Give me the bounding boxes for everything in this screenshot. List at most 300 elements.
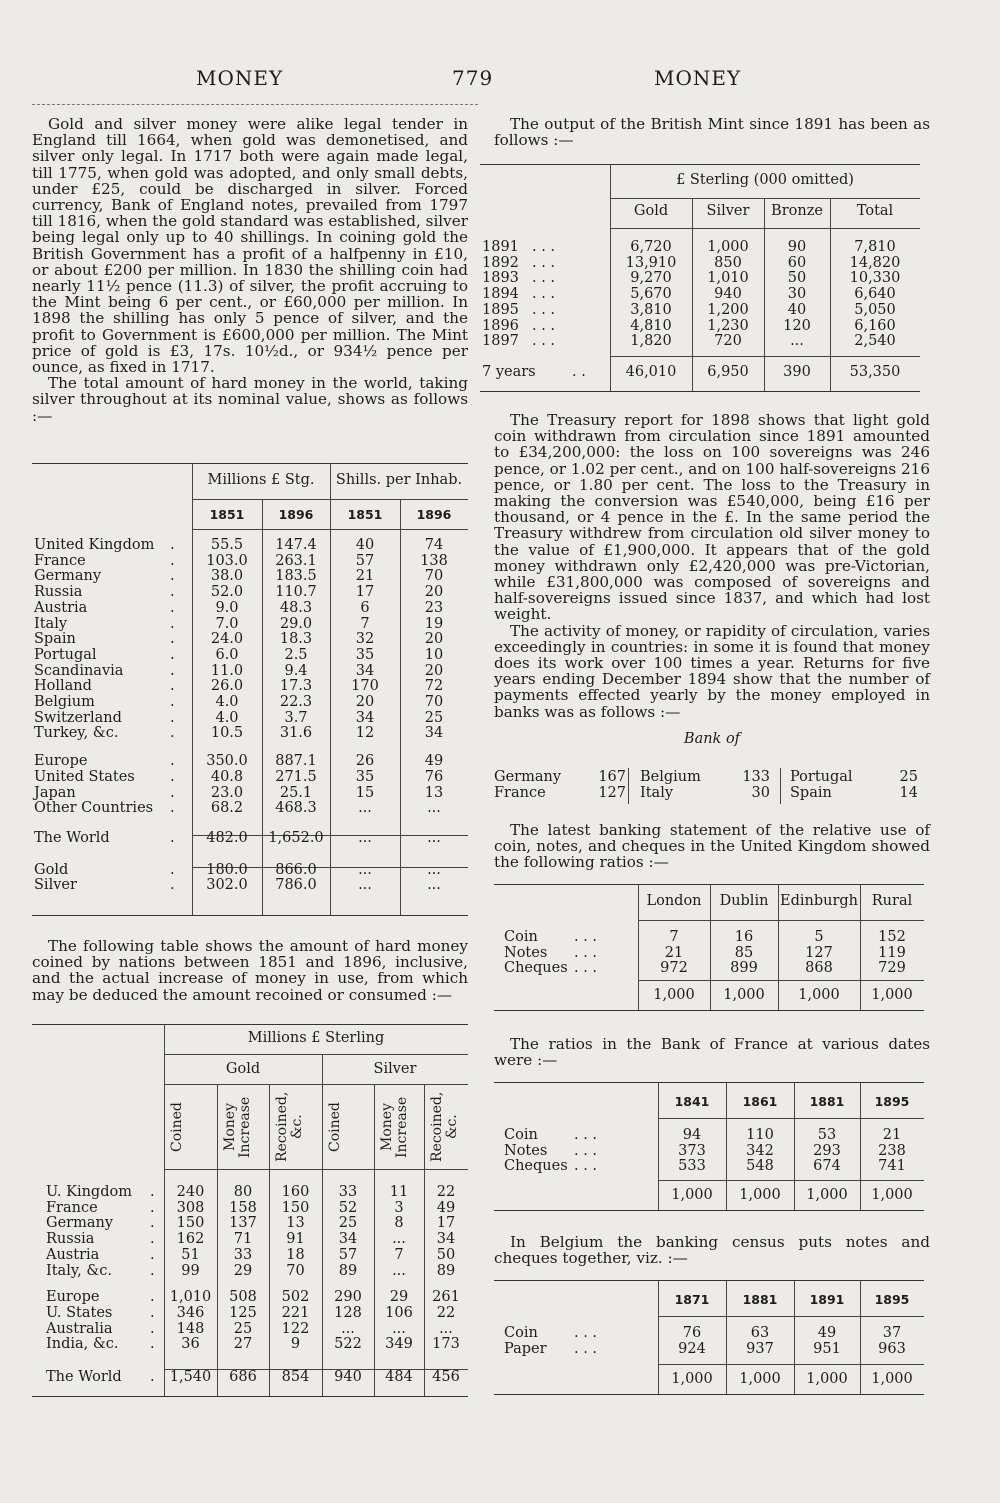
leader-dots: . . . [574, 929, 598, 945]
table-cell: 22 [436, 1184, 456, 1200]
total-cell: 1,000 [671, 1371, 713, 1387]
table-cell: ... [392, 1231, 406, 1248]
table-cell: 4.0 [215, 694, 239, 710]
leader-dots: . [150, 1184, 155, 1200]
total-cell: 53,350 [849, 364, 901, 380]
table-cell: 173 [432, 1336, 460, 1353]
treasury-section [494, 412, 930, 748]
table-cell: 7,810 [854, 239, 896, 255]
leader-dots: . [170, 646, 175, 663]
column-header: Dublin [719, 893, 769, 909]
table-cell: 7 [669, 929, 679, 945]
leader-dots: . [170, 800, 175, 817]
leader-dots: . . . [532, 286, 556, 303]
table-cell: ... [427, 877, 441, 894]
table-cell: 20 [424, 584, 444, 601]
table-cell: 20 [424, 631, 444, 648]
table-cell: 74 [424, 537, 444, 553]
bank-of-title: Bank of [683, 730, 741, 747]
table-cell: 6,160 [854, 317, 896, 334]
table-cell: 1,200 [707, 301, 749, 318]
table-cell: 13,910 [625, 254, 677, 271]
table-cell: 49 [424, 753, 444, 770]
leader-dots: . . . [532, 301, 556, 318]
table-cell: 940 [714, 286, 742, 303]
row-label: U. States [46, 1304, 113, 1321]
table-cell: ... [392, 1320, 406, 1337]
leader-dots: . [150, 1369, 155, 1385]
table-cell: 160 [281, 1184, 310, 1200]
table-cell: 4,810 [630, 317, 672, 334]
table-cell: 10,330 [849, 270, 901, 287]
table-cell: 940 [334, 1369, 362, 1385]
row-label: Europe [34, 753, 88, 770]
leader-dots: . [170, 753, 175, 770]
gold-header: Gold [225, 1061, 261, 1077]
table-cell: 52.0 [210, 584, 244, 601]
leader-dots: . [170, 877, 175, 894]
row-label: 1892 [482, 254, 519, 271]
table-cell: 238 [878, 1142, 906, 1159]
table-cell: 22 [436, 1304, 456, 1321]
table-cell: 9,270 [630, 270, 672, 287]
table-cell: 5,670 [630, 286, 672, 303]
table-cell: 533 [678, 1158, 706, 1175]
row-label: Portugal [34, 646, 97, 663]
table-cell: 786.0 [275, 877, 317, 894]
row-label: India, &c. [46, 1336, 119, 1353]
circulation-paragraph: The activity of money, or rapidity of circulation, varies exceedingly in countries: in some it is found that money does its work over 100 times a year. Returns for five years ending December 1894 show that the number of payments effected yearly by the money employed in banks was as follows :— [494, 621, 930, 721]
bank-of-france-section [494, 1036, 930, 1068]
leader-dots: . . . [574, 960, 598, 977]
bank-of-france-ratios-table [494, 1082, 924, 1214]
leader-dots: . . . [574, 1158, 598, 1175]
row-label: Turkey, &c. [34, 725, 119, 742]
table-cell: 468.3 [275, 800, 317, 817]
table-cell: 21 [882, 1127, 902, 1143]
table-cell: 899 [730, 960, 758, 977]
silver-header: Silver [373, 1061, 417, 1077]
total-cell: 1,000 [671, 1187, 713, 1203]
row-label: Paper [504, 1340, 547, 1357]
bank-value: 167 [598, 769, 626, 785]
table-cell: 40 [355, 537, 375, 553]
table-cell: 150 [281, 1199, 310, 1216]
table-cell: 22.3 [279, 694, 313, 710]
leader-dots: . . . [574, 1340, 598, 1357]
leader-dots: . . . [532, 317, 556, 334]
bank-value: 127 [598, 785, 626, 801]
leader-dots: . [170, 784, 175, 801]
row-label: The World [46, 1369, 122, 1385]
leader-dots: . . . [532, 254, 556, 271]
bank-value: 14 [899, 785, 918, 801]
bank-value: 133 [742, 769, 770, 785]
column-header: 1895 [874, 1094, 910, 1109]
table-cell: 49 [817, 1325, 837, 1341]
leader-dots: . [170, 615, 175, 632]
row-label: Belgium [34, 694, 95, 710]
table-cell: 502 [281, 1289, 310, 1306]
table-cell: 4.0 [215, 709, 239, 726]
table-cell: 14,820 [849, 254, 901, 271]
coinage-intro [32, 938, 468, 1003]
header-rule [32, 104, 478, 105]
column-header: Coined [169, 1102, 185, 1152]
row-label: France [46, 1199, 98, 1216]
table-cell: 32 [355, 631, 375, 648]
table-cell: ... [427, 861, 441, 878]
table-cell: 71 [233, 1231, 253, 1248]
table-cell: 29 [233, 1262, 253, 1279]
row-label: Austria [34, 599, 88, 616]
table-cell: 1,010 [169, 1289, 212, 1306]
leader-dots: . [170, 552, 175, 569]
table-cell: 854 [281, 1369, 310, 1385]
table-cell: 72 [424, 678, 444, 695]
total-cell: 1,000 [871, 1371, 913, 1387]
table-cell: 36 [181, 1336, 200, 1353]
table-cell: ... [392, 1262, 406, 1279]
table-cell: 240 [176, 1184, 205, 1200]
table-cell: 261 [432, 1289, 460, 1306]
table-cell: 17 [355, 584, 375, 601]
table-cell: 20 [355, 694, 375, 710]
table-cell: 89 [338, 1262, 358, 1279]
table-cell: 25 [424, 709, 444, 726]
table-cell: 68.2 [210, 800, 244, 817]
leader-dots: . [150, 1320, 155, 1337]
row-label: 7 years [482, 364, 536, 380]
table-cell: 99 [181, 1262, 200, 1279]
row-label: Gold [34, 861, 69, 878]
table-cell: 484 [385, 1369, 413, 1385]
row-label: Notes [504, 1142, 548, 1159]
table-cell: 34 [424, 725, 444, 742]
right-column [494, 116, 930, 148]
table-cell: 456 [432, 1369, 460, 1385]
table-cell: 887.1 [275, 753, 317, 770]
row-label: Cheques [504, 1158, 568, 1175]
row-label: Germany [46, 1215, 114, 1232]
table-cell: 76 [682, 1325, 702, 1341]
table-cell: ... [358, 800, 372, 817]
table-cell: 1,820 [630, 333, 672, 350]
table-cell: 3 [394, 1199, 404, 1216]
belgium-paragraph: In Belgium the banking census puts notes and cheques together, viz. :— [494, 1233, 930, 1268]
column-header: 1881 [742, 1292, 778, 1307]
row-label: Other Countries [34, 800, 154, 817]
table-cell: 23.0 [210, 784, 244, 801]
table-cell: 9.4 [284, 662, 308, 679]
row-label: United States [34, 768, 135, 785]
leader-dots: . [170, 694, 175, 710]
column-header: 1861 [742, 1094, 778, 1109]
table-cell: 49 [436, 1199, 456, 1216]
table-cell: 11 [389, 1184, 409, 1200]
column-header: London [646, 893, 702, 909]
column-header: 1871 [674, 1292, 710, 1307]
bank-country: France [494, 785, 546, 801]
row-label: Notes [504, 944, 548, 961]
table-cell: 70 [424, 694, 444, 710]
leader-dots: . . . [574, 1325, 598, 1341]
table-cell: 7 [360, 615, 370, 632]
year-header: 1851 [209, 507, 245, 522]
leader-dots: . . . [574, 1127, 598, 1143]
table-cell: 53 [817, 1127, 837, 1143]
belgium-banking-table [494, 1280, 924, 1400]
table-cell: 85 [734, 944, 754, 961]
leader-dots: . [150, 1199, 155, 1216]
table-cell: 522 [334, 1336, 362, 1353]
row-label: Japan [34, 784, 76, 801]
running-head-left: MONEY [196, 66, 284, 90]
column-header: Silver [706, 203, 750, 219]
table-cell: 106 [385, 1304, 413, 1321]
row-label: Germany [34, 568, 102, 585]
row-label: Coin [504, 1127, 538, 1143]
table-cell: ... [341, 1320, 355, 1337]
british-mint-output-table [480, 164, 920, 394]
leader-dots: . [170, 678, 175, 695]
coinage-by-nations-table [32, 1024, 468, 1404]
table-cell: 5 [814, 929, 824, 945]
table-cell: 10.5 [210, 725, 244, 742]
table-cell: 548 [746, 1158, 774, 1175]
column-header: 1881 [809, 1094, 845, 1109]
table-cell: 741 [878, 1158, 906, 1175]
table-cell: 8 [394, 1215, 404, 1232]
table-cell: 94 [682, 1127, 702, 1143]
row-label: 1895 [482, 301, 519, 318]
column-header: Gold [633, 203, 669, 219]
row-label: 1896 [482, 317, 519, 334]
total-cell: 46,010 [625, 364, 677, 380]
table-cell: 80 [233, 1184, 253, 1200]
bank-country: Germany [494, 769, 562, 785]
table-cell: 180.0 [206, 861, 248, 878]
table-cell: 63 [750, 1325, 770, 1341]
leader-dots: . [150, 1215, 155, 1232]
leader-dots: . . . [574, 1142, 598, 1159]
column-header: Recoined, &c. [429, 1091, 460, 1163]
table-cell: 34 [355, 709, 375, 726]
column-header: Recoined, &c. [274, 1091, 305, 1163]
table-cell: 34 [338, 1231, 358, 1248]
table-cell: 937 [746, 1340, 774, 1357]
table-cell: 866.0 [275, 861, 317, 878]
column-header: Rural [871, 893, 913, 909]
table-cell: 35 [355, 768, 375, 785]
table-cell: ... [358, 829, 372, 846]
gold-silver-history-paragraph: Gold and silver money were alike legal tender in England till 1664, when gold was demonetised, and silver only legal. In 1717 both were again made legal, till 1775, when gold was adopted, and only small debts, under £25, could be discharged in silver. Forced currency, Bank of England notes, prevailed from 1797 till 1816, when the gold standard was established, silver being legal only up to 40 shillings. In coining gold the British Government has a profit of a halfpenny in £10, or about £200 per million. In 1830 the shilling coin had nearly 11½ pence (11.3) of silver, the profit accruing to the Mint being 6 per cent., or £60,000 per million. In 1898 the shilling has only 5 pence of silver, and the profit to Government is £600,000 per million. The Mint price of gold is £3, 17s. 10½d., or 934½ pence per ounce, as fixed in 1717. [32, 115, 468, 377]
table-cell: 508 [229, 1289, 257, 1306]
table-cell: 1,652.0 [268, 829, 324, 846]
table-cell: 31.6 [279, 725, 313, 742]
table-cell: 2,540 [854, 333, 896, 350]
table-cell: 38.0 [210, 568, 244, 585]
table-cell: 18 [286, 1246, 305, 1263]
table-cell: 18.3 [279, 631, 313, 648]
table-cell: 33 [233, 1246, 253, 1263]
table-cell: 1,000 [707, 239, 749, 255]
table-cell: 373 [678, 1142, 706, 1159]
table-cell: 183.5 [275, 568, 317, 585]
table-cell: 6,720 [630, 239, 672, 255]
row-label: Cheques [504, 960, 568, 977]
column-header: Coined [327, 1102, 343, 1152]
row-label: 1893 [482, 270, 519, 287]
table-cell: 3,810 [630, 301, 672, 318]
total-cell: 1,000 [739, 1371, 781, 1387]
table-cell: 19 [424, 615, 444, 632]
table-cell: 50 [436, 1246, 456, 1263]
table-cell: 110.7 [275, 584, 317, 601]
total-cell: 1,000 [806, 1371, 848, 1387]
table-cell: 50 [787, 270, 807, 287]
table-cell: 924 [678, 1340, 706, 1357]
row-label: Australia [46, 1320, 113, 1337]
total-cell: 1,000 [871, 987, 913, 1003]
belgium-section [494, 1234, 930, 1266]
table-cell: 52 [338, 1199, 358, 1216]
table-cell: 15 [355, 784, 375, 801]
table-cell: 20 [424, 662, 444, 679]
table-cell: 6,640 [854, 286, 896, 303]
total-cell: 1,000 [871, 1187, 913, 1203]
page-number: 779 [452, 66, 494, 90]
bank-value: 30 [751, 785, 770, 801]
table-cell: 221 [281, 1304, 310, 1321]
table-cell: 951 [813, 1340, 841, 1357]
table-cell: 963 [878, 1340, 906, 1357]
leader-dots: . [170, 599, 175, 616]
table-cell: 51 [181, 1246, 200, 1263]
leader-dots: . [150, 1246, 155, 1263]
leader-dots: . [170, 725, 175, 742]
column-header: Edinburgh [779, 893, 858, 909]
table-cell: ... [790, 333, 804, 350]
bank-country: Portugal [790, 769, 853, 785]
row-label: 1897 [482, 333, 519, 350]
row-label: Switzerland [34, 709, 122, 726]
table-cell: 122 [281, 1320, 310, 1337]
column-header: Total [856, 203, 894, 219]
row-label: 1894 [482, 286, 519, 303]
table-cell: 482.0 [206, 829, 248, 846]
table-cell: 21 [664, 944, 684, 961]
total-cell: 1,000 [653, 987, 695, 1003]
leader-dots: . [170, 829, 175, 846]
year-header: 1896 [278, 507, 314, 522]
table-cell: 27 [233, 1336, 253, 1353]
leader-dots: . [170, 631, 175, 648]
table-cell: 674 [813, 1158, 841, 1175]
total-cell: 1,000 [739, 1187, 781, 1203]
table-cell: 11.0 [210, 662, 244, 679]
table-cell: 35 [355, 646, 375, 663]
table-cell: ... [439, 1320, 453, 1337]
row-label: Austria [46, 1246, 100, 1263]
table-cell: 76 [424, 768, 444, 785]
table-cell: 148 [176, 1320, 205, 1337]
table-cell: 33 [338, 1184, 358, 1200]
table-cell: 37 [882, 1325, 902, 1341]
table-cell: 5,050 [854, 301, 896, 318]
table-cell: 57 [355, 552, 375, 569]
table-cell: 23 [424, 599, 444, 616]
table-cell: 24.0 [210, 631, 244, 648]
table-cell: 29.0 [279, 615, 313, 632]
column-header: 1841 [674, 1094, 710, 1109]
table-cell: 686 [229, 1369, 257, 1385]
row-label: Scandinavia [34, 662, 124, 679]
row-label: Coin [504, 1325, 538, 1341]
row-label: France [34, 552, 86, 569]
coinage-intro-paragraph: The following table shows the amount of hard money coined by nations between 1851 and 1896, inclusive, and the actual increase of money in use, from which may be deduced the amount recoined or consumed :— [32, 937, 468, 1004]
table-cell: 29 [389, 1289, 409, 1306]
row-label: Coin [504, 929, 538, 945]
table-cell: 147.4 [275, 537, 317, 553]
table-cell: 342 [746, 1142, 774, 1159]
table-cell: 290 [334, 1289, 362, 1306]
leader-dots: . [170, 568, 175, 585]
table-cell: 34 [436, 1231, 456, 1248]
table-cell: 40.8 [210, 768, 244, 785]
row-label: Holland [34, 678, 92, 695]
uk-banking-ratios-table [494, 884, 924, 1014]
treasury-report-paragraph: The Treasury report for 1898 shows that light gold coin withdrawn from circulation since 1891 amounted to £34,200,000: the loss on 100 sovereigns was 246 pence, or 1.02 per cent., and on 100 half-sovereigns 216 pence, or 1.80 per cent. The loss to the Treasury in making the conversion was £540,000, being £16 per thousand, or 4 pence in the £. In the same period the Treasury withdrew from circulation old silver money to the value of £1,900,000. It appears that of the gold money withdrawn only £2,420,000 was pre-Victorian, while £31,800,000 was composed of sovereigns and half-sovereigns issued since 1837, and which had lost weight. [494, 411, 930, 624]
leader-dots: . [170, 537, 175, 553]
table-cell: 48.3 [279, 599, 313, 616]
column-header: 1895 [874, 1292, 910, 1307]
row-label: Spain [34, 631, 76, 648]
table-cell: ... [427, 829, 441, 846]
total-cell: 6,950 [707, 364, 749, 380]
table-cell: 110 [746, 1127, 774, 1143]
table-cell: 55.5 [210, 537, 244, 553]
table-cell: 271.5 [275, 768, 317, 785]
running-head-right: MONEY [654, 66, 742, 90]
table-cell: 25 [233, 1320, 253, 1337]
leader-dots: . . . [532, 239, 556, 255]
table-cell: 16 [734, 929, 754, 945]
table-cell: 25.1 [279, 784, 313, 801]
table-cell: 729 [878, 960, 906, 977]
column-header: Money Increase [379, 1096, 410, 1158]
leader-dots: . [150, 1336, 155, 1353]
shills-per-inhab-header: Shills. per Inhab. [335, 472, 463, 488]
total-cell: 390 [783, 364, 811, 380]
table-cell: 119 [878, 944, 906, 961]
leader-dots: . [170, 662, 175, 679]
bank-country: Italy [640, 785, 674, 801]
table-cell: 346 [176, 1304, 205, 1321]
row-label: 1891 [482, 239, 519, 255]
column-header: Money Increase [222, 1096, 253, 1158]
row-label: U. Kingdom [46, 1184, 132, 1200]
table-cell: 3.7 [284, 709, 308, 726]
table-cell: 158 [229, 1199, 257, 1216]
table-cell: 17.3 [279, 678, 313, 695]
table-cell: 9 [290, 1336, 301, 1353]
column-header: Bronze [771, 203, 823, 219]
bank-country: Belgium [640, 769, 701, 785]
leader-dots: . . . [532, 333, 556, 350]
mint-output-intro: The output of the British Mint since 1891 has been as follows :— [494, 115, 930, 150]
year-header: 1851 [347, 507, 383, 522]
